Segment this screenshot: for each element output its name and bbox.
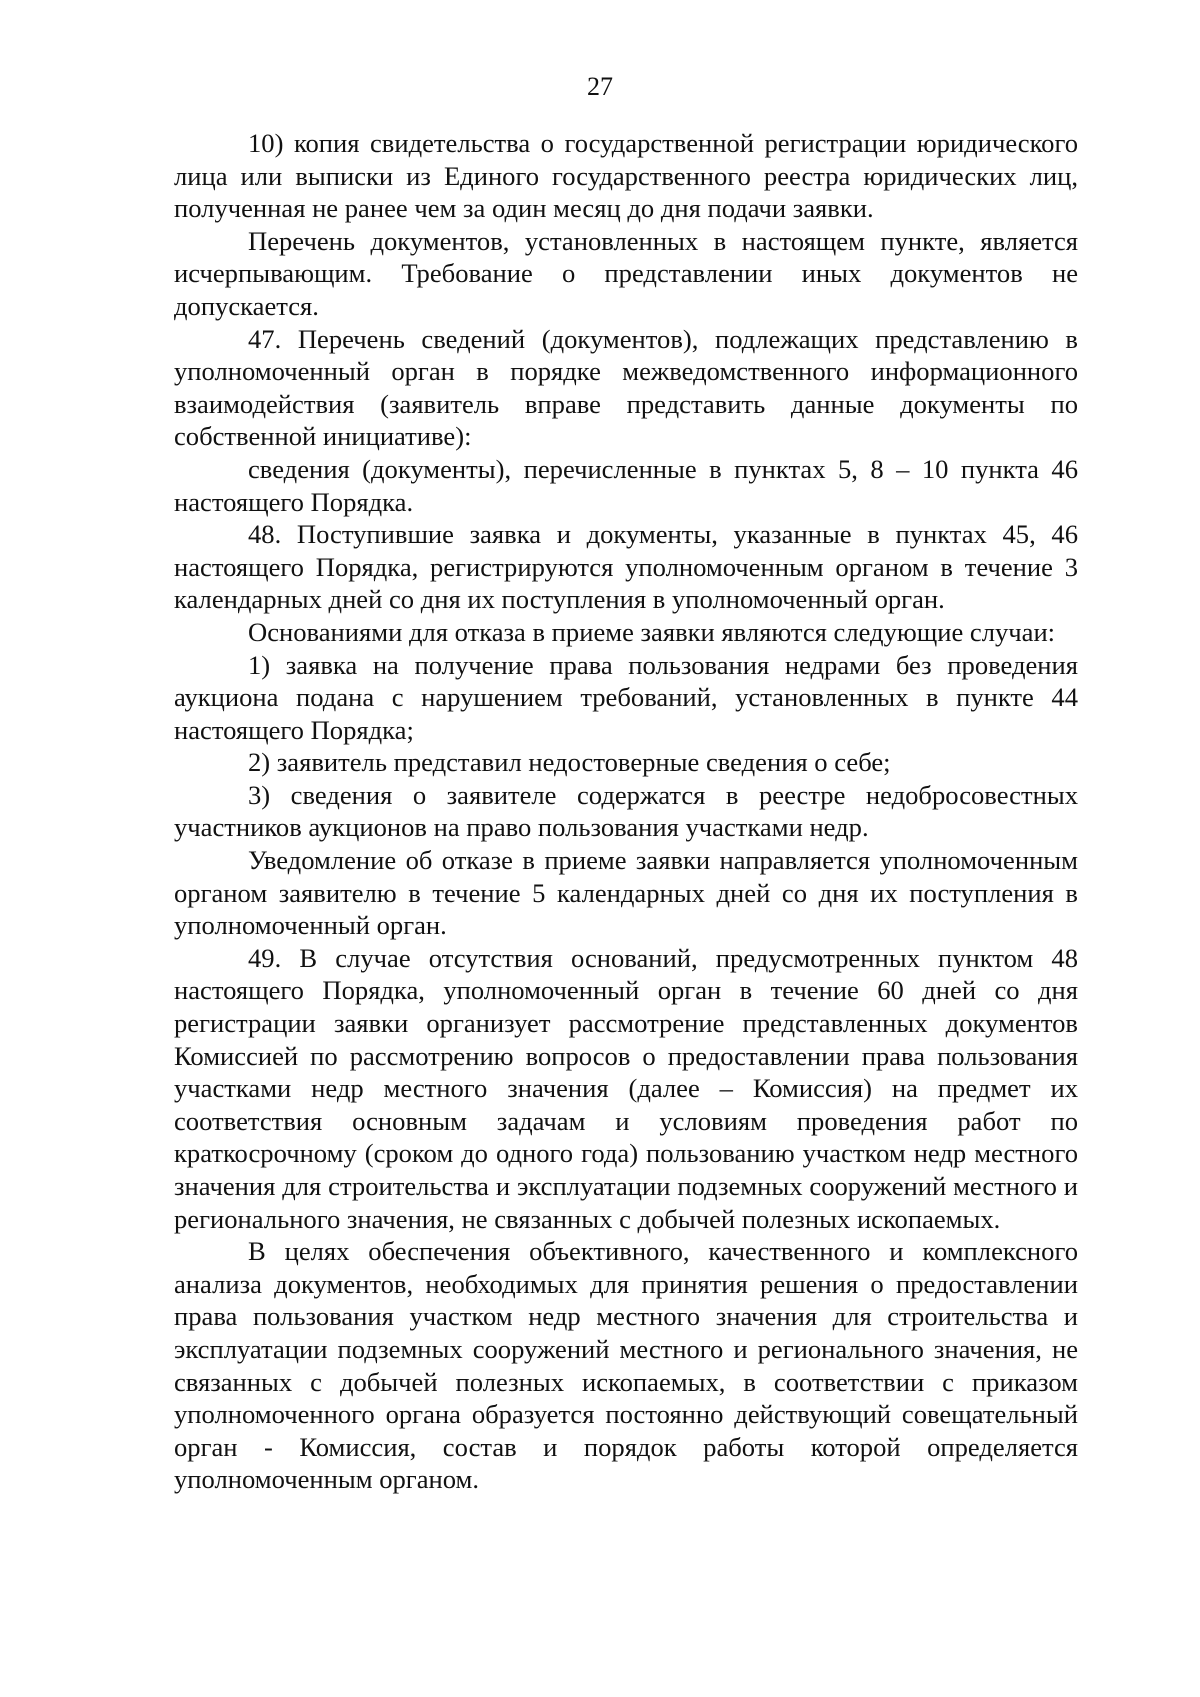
paragraph-refusal-ground-1: 1) заявка на получение права пользования недрами без проведения аукциона подана с нарушением требований, установленных в пункте 44 настоящего Порядка; [174, 649, 1078, 745]
paragraph-item-10-copy-certificate: 10) копия свидетельства о государственной регистрации юридического лица или выписки из Единого государственного реестра юридических лиц, полученная не ранее чем за один месяц до дня подачи заявки. [174, 128, 1078, 224]
document-body [174, 127, 1078, 1496]
paragraph-refusal-notice: Уведомление об отказе в приеме заявки направляется уполномоченным органом заявителю в течение 5 календарных дней со дня их поступления в уполномоченный орган. [174, 845, 1078, 941]
paragraph-clause-47-items: сведения (документы), перечисленные в пунктах 5, 8 – 10 пункта 46 настоящего Порядка. [174, 453, 1078, 517]
paragraph-clause-49: 49. В случае отсутствия оснований, предусмотренных пунктом 48 настоящего Порядка, уполномоченный орган в течение 60 дней со дня регистрации заявки организует рассмотрение представленных документов Комиссией по рассмотрению вопросов о предоставлении права пользования участками недр местного значения (далее – Комиссия) на предмет их соответствия основным задачам и условиям проведения работ по краткосрочному (сроком до одного года) пользованию участком недр местного значения для строительства и эксплуатации подземных сооружений местного и регионального значения, не связанных с добычей полезных ископаемых. [174, 942, 1078, 1234]
paragraph-refusal-ground-2: 2) заявитель представил недостоверные сведения о себе; [248, 747, 891, 778]
paragraph-exhaustive-list: Перечень документов, установленных в настоящем пункте, является исчерпывающим. Требование о представлении иных документов не допускается. [174, 225, 1078, 321]
paragraph-clause-48: 48. Поступившие заявка и документы, указанные в пунктах 45, 46 настоящего Порядка, регистрируются уполномоченным органом в течение 3 календарных дней со дня их поступления в уполномоченный орган. [174, 519, 1078, 615]
page-number: 27 [587, 72, 613, 101]
paragraph-commission: В целях обеспечения объективного, качественного и комплексного анализа документов, необходимых для принятия решения о предоставлении права пользования участком недр местного значения для строительства и эксплуатации подземных сооружений местного и регионального значения, не связанных с добычей полезных ископаемых, в соответствии с приказом уполномоченного органа образуется постоянно действующий совещательный орган - Комиссия, состав и порядок работы которой определяется уполномоченным органом. [174, 1236, 1078, 1495]
paragraph-refusal-ground-3: 3) сведения о заявителе содержатся в реестре недобросовестных участников аукционов на право пользования участками недр. [174, 779, 1078, 843]
paragraph-refusal-grounds: Основаниями для отказа в приеме заявки являются следующие случаи: [248, 616, 1056, 647]
paragraph-clause-47: 47. Перечень сведений (документов), подлежащих представлению в уполномоченный орган в порядке межведомственного информационного взаимодействия (заявитель вправе представить данные документы по собственной инициативе): [174, 323, 1078, 452]
